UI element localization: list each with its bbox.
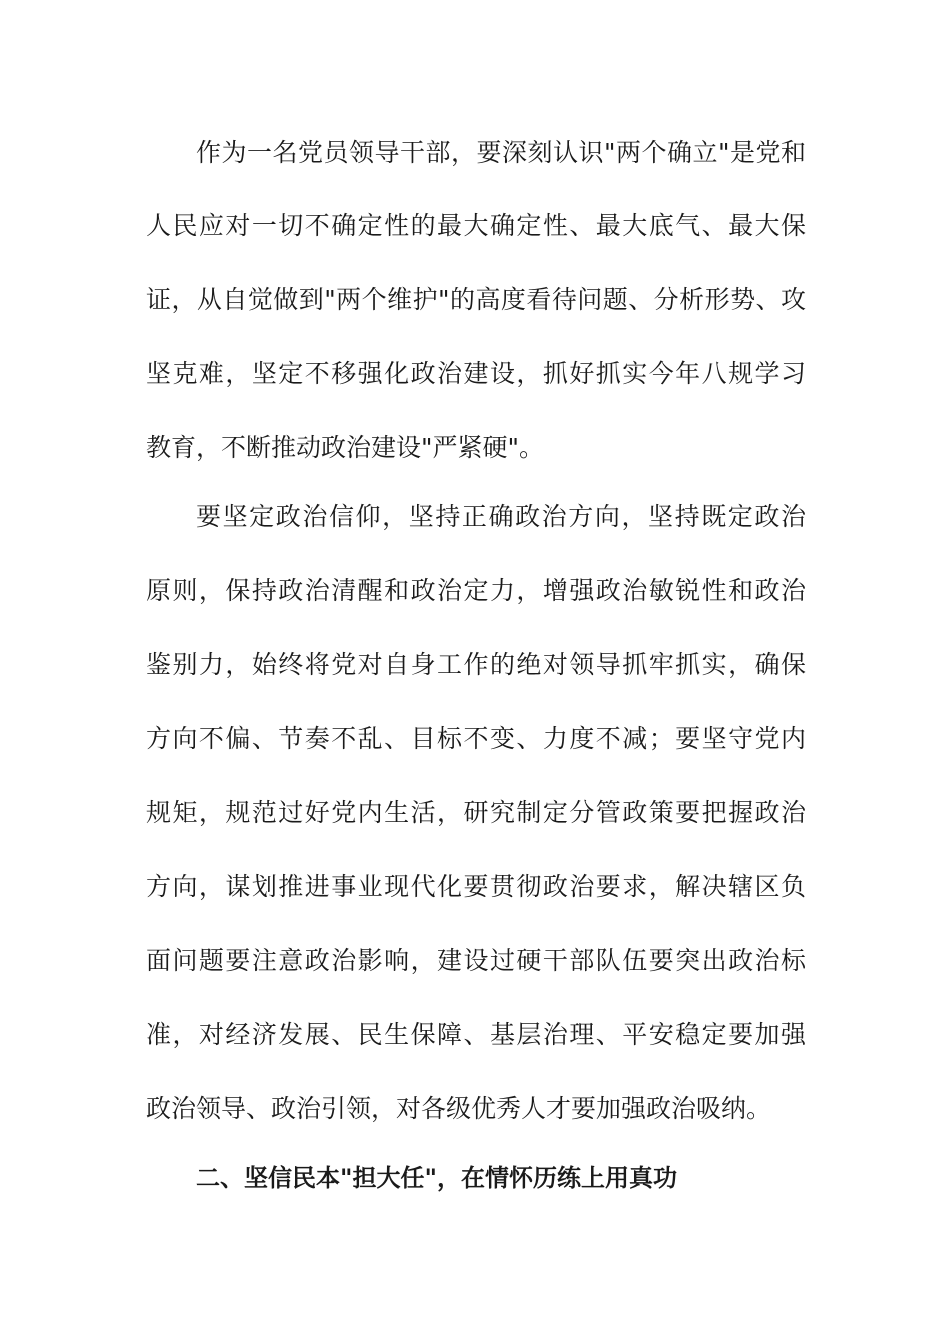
paragraph-2-line-5: 规矩，规范过好党内生活，研究制定分管政策要把握政治 (146, 798, 806, 827)
section-heading: 二、坚信民本"担大任"，在情怀历练上用真功 (196, 1164, 678, 1192)
paragraph-1-line-4: 坚克难，坚定不移强化政治建设，抓好抓实今年八规学习 (146, 359, 806, 388)
paragraph-2-line-3: 鉴别力，始终将党对自身工作的绝对领导抓牢抓实，确保 (146, 650, 806, 679)
paragraph-2-line-8: 准，对经济发展、民生保障、基层治理、平安稳定要加强 (146, 1020, 806, 1049)
paragraph-1-line-3: 证，从自觉做到"两个维护"的高度看待问题、分析形势、攻 (146, 285, 806, 314)
paragraph-2-line-7: 面问题要注意政治影响，建设过硬干部队伍要突出政治标 (146, 946, 806, 975)
paragraph-2-line-1: 要坚定政治信仰，坚持正确政治方向，坚持既定政治 (196, 502, 806, 531)
paragraph-2-line-4: 方向不偏、节奏不乱、目标不变、力度不减；要坚守党内 (146, 724, 806, 753)
paragraph-1-line-5: 教育，不断推动政治建设"严紧硬"。 (146, 433, 544, 462)
paragraph-2-line-9: 政治领导、政治引领，对各级优秀人才要加强政治吸纳。 (146, 1094, 772, 1123)
paragraph-1-line-1: 作为一名党员领导干部，要深刻认识"两个确立"是党和 (196, 138, 806, 167)
paragraph-1-line-2: 人民应对一切不确定性的最大确定性、最大底气、最大保 (146, 211, 806, 240)
paragraph-2-line-6: 方向，谋划推进事业现代化要贯彻政治要求，解决辖区负 (146, 872, 806, 901)
paragraph-2-line-2: 原则，保持政治清醒和政治定力，增强政治敏锐性和政治 (146, 576, 806, 605)
